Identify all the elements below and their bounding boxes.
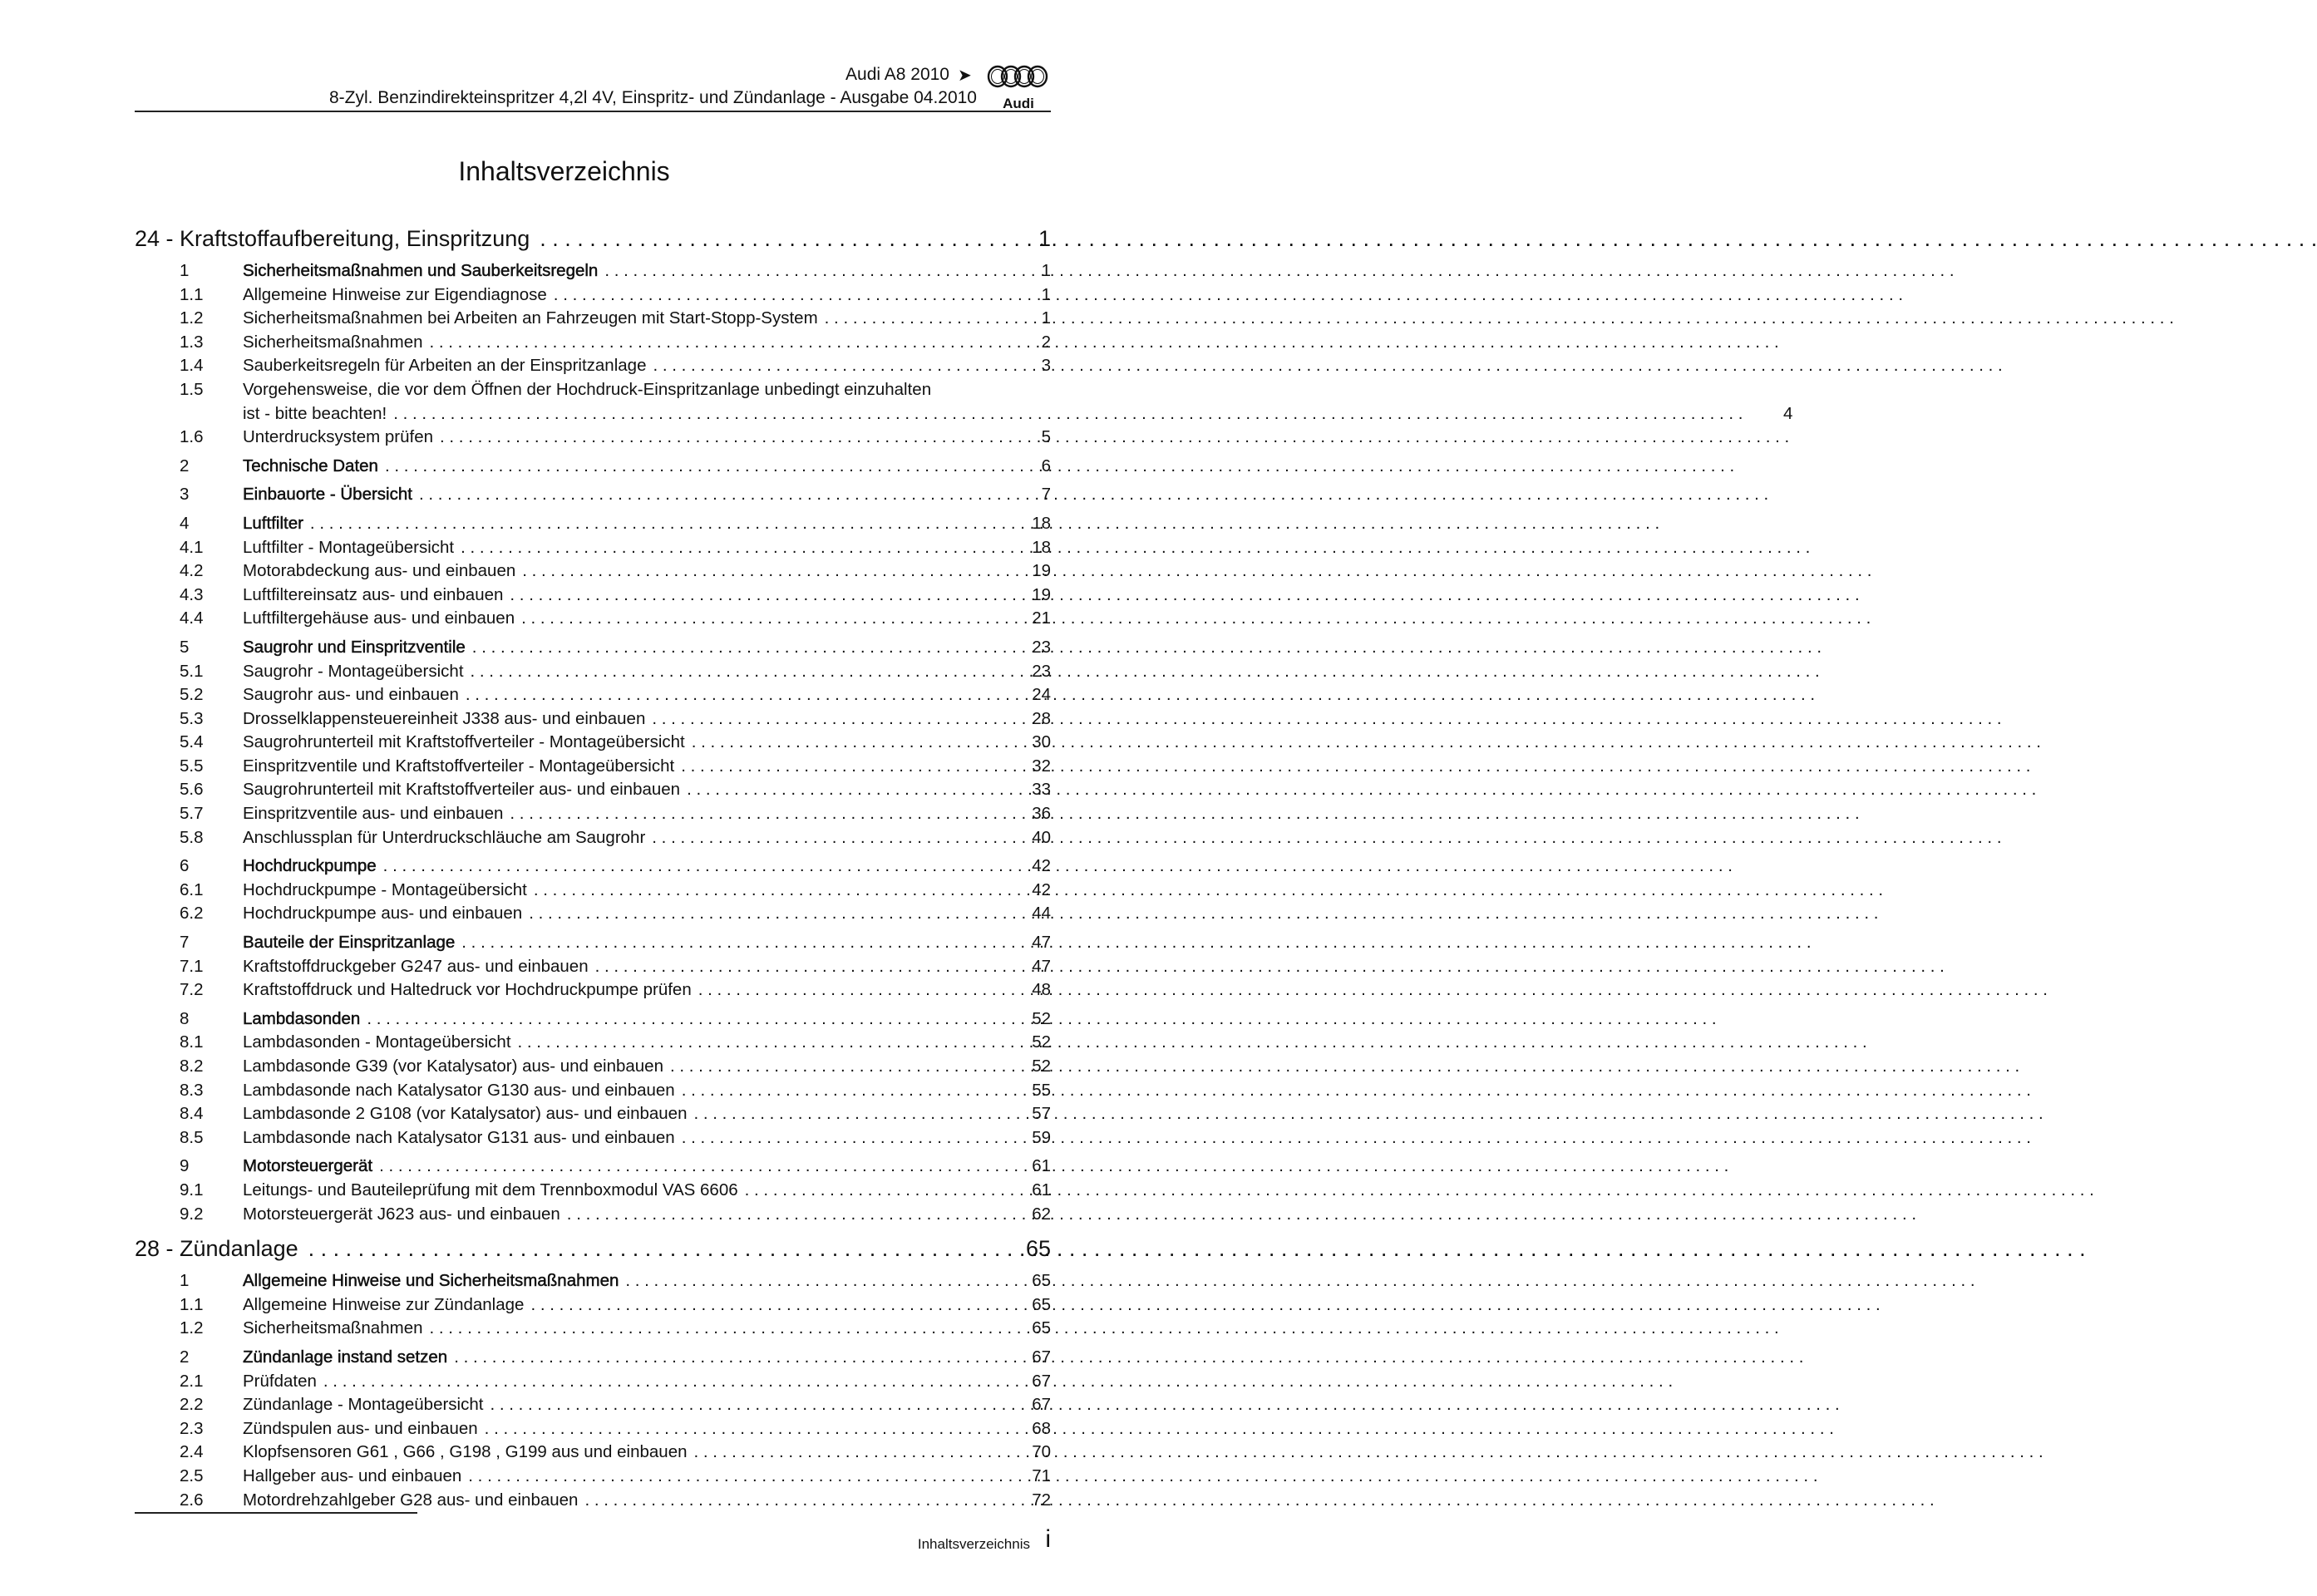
- toc-label: Lambdasonde G39 (vor Katalysator) aus- und einbauen: [243, 1057, 663, 1076]
- toc-page-number: 1: [1041, 261, 1051, 280]
- toc-leader-dots: [393, 402, 1743, 426]
- toc-entry[interactable]: [135, 955, 1051, 979]
- toc-page-number: 44: [1032, 904, 1051, 924]
- toc-label: Hochdruckpumpe: [243, 856, 377, 876]
- footer-divider: [135, 1512, 417, 1514]
- toc-entry[interactable]: [135, 607, 1051, 631]
- toc-label: Hochdruckpumpe aus- und einbauen: [243, 904, 523, 924]
- toc-number: 4.2: [180, 561, 204, 581]
- toc-page-number: 57: [1032, 1104, 1051, 1124]
- toc-label: Sauberkeitsregeln für Arbeiten an der Einspritzanlage: [243, 356, 647, 376]
- toc-leader-dots: [652, 707, 1001, 732]
- toc-label: Bauteile der Einspritzanlage: [243, 933, 456, 953]
- toc-page-number: 61: [1032, 1156, 1051, 1176]
- toc-label: Lambdasonden - Montageübersicht: [243, 1032, 511, 1052]
- toc-section[interactable]: [135, 1007, 1051, 1032]
- toc-page-number: 5: [1041, 427, 1051, 447]
- toc-number: 1.1: [180, 1294, 204, 1314]
- toc-page-number: 72: [1032, 1490, 1051, 1510]
- toc-number: 2.2: [180, 1395, 204, 1415]
- toc-leader-dots: [540, 223, 1001, 254]
- toc-label: Motordrehzahlgeber G28 aus- und einbauen: [243, 1490, 579, 1510]
- toc-label: Sicherheitsmaßnahmen: [243, 1318, 423, 1338]
- toc-leader-dots: [522, 559, 1001, 584]
- toc-leader-dots: [461, 931, 1001, 955]
- toc-leader-dots: [653, 354, 1001, 378]
- toc-label: Luftfiltereinsatz aus- und einbauen: [243, 584, 504, 604]
- toc-label: Lambdasonde nach Katalysator G130 aus- und einbauen: [243, 1080, 675, 1100]
- toc-entry[interactable]: [135, 378, 1793, 426]
- toc-page-number: 42: [1032, 856, 1051, 876]
- toc-page-number: 18: [1032, 513, 1051, 533]
- toc-entry[interactable]: [135, 1203, 1051, 1227]
- toc-entry[interactable]: [135, 1102, 1051, 1126]
- toc-label: Saugrohrunterteil mit Kraftstoffverteiler aus- und einbauen: [243, 780, 681, 800]
- toc-section[interactable]: [135, 1269, 1051, 1293]
- toc-page-number: 55: [1032, 1080, 1051, 1100]
- toc-number: 5.1: [180, 661, 204, 681]
- toc-leader-dots: [584, 1489, 1001, 1513]
- toc-label: Kraftstoffdruck und Haltedruck vor Hochdruckpumpe prüfen: [243, 980, 692, 1000]
- toc-label: Prüfdaten: [243, 1371, 317, 1391]
- toc-label: Allgemeine Hinweise zur Zündanlage: [243, 1294, 525, 1314]
- toc-label: Sicherheitsmaßnahmen bei Arbeiten an Fahrzeugen mit Start-Stopp-System: [243, 308, 818, 328]
- toc-page-number: 1: [1041, 308, 1051, 328]
- toc-leader-dots: [461, 536, 1001, 560]
- toc-label: Technische Daten: [243, 456, 378, 475]
- toc-label: Drosselklappensteuereinheit J338 aus- und einbauen: [243, 708, 646, 728]
- header-divider: [135, 111, 1051, 112]
- toc-entry[interactable]: [135, 1441, 1051, 1465]
- toc-label: Sicherheitsmaßnahmen und Sauberkeitsregeln: [243, 261, 599, 280]
- toc-number: 2.1: [180, 1371, 204, 1391]
- toc-page-number: 7: [1041, 485, 1051, 505]
- toc-label: Luftfilter: [243, 513, 303, 533]
- toc-leader-dots: [308, 1233, 1001, 1264]
- toc-label: Allgemeine Hinweise und Sicherheitsmaßnahmen: [243, 1271, 619, 1291]
- toc-label: Anschlussplan für Unterdruckschläuche am Saugrohr: [243, 827, 646, 847]
- toc-number: 1: [180, 261, 190, 280]
- toc-label: Motorsteuergerät J623 aus- und einbauen: [243, 1204, 560, 1224]
- toc-leader-dots: [682, 1126, 1001, 1150]
- toc-number: 1.4: [180, 356, 204, 376]
- toc-entry[interactable]: [135, 978, 1051, 1002]
- toc-page-number: 61: [1032, 1180, 1051, 1199]
- toc-page-number: 65: [1032, 1294, 1051, 1314]
- toc-leader-dots: [745, 1179, 1001, 1203]
- toc-entry[interactable]: [135, 584, 1051, 608]
- toc-entry[interactable]: [135, 1055, 1051, 1079]
- toc-number: 1.6: [180, 427, 204, 447]
- toc-label: Hallgeber aus- und einbauen: [243, 1465, 462, 1485]
- toc-leader-dots: [310, 512, 1001, 536]
- toc-leader-dots: [693, 1102, 1001, 1126]
- toc-leader-dots: [510, 802, 1001, 826]
- toc-leader-dots: [367, 1007, 1001, 1032]
- toc-label: Motorsteuergerät: [243, 1156, 373, 1176]
- toc-section[interactable]: [135, 259, 1051, 283]
- header-arrow-icon: ➤: [958, 66, 972, 85]
- toc-page-number: 36: [1032, 804, 1051, 824]
- toc-number: 2.5: [180, 1465, 204, 1485]
- toc-page-number: 65: [1032, 1318, 1051, 1338]
- toc-leader-dots: [430, 331, 1002, 355]
- toc-leader-dots: [385, 455, 1001, 479]
- toc-label: Einspritzventile und Kraftstoffverteiler - Montageübersicht: [243, 756, 675, 776]
- toc-chapter-title: 24 - Kraftstoffaufbereitung, Einspritzung: [135, 226, 530, 251]
- toc-number: 4.1: [180, 537, 204, 557]
- toc-entry[interactable]: [135, 354, 1051, 378]
- toc-entry[interactable]: [135, 778, 1051, 802]
- toc-section[interactable]: [135, 855, 1051, 879]
- toc-leader-dots: [485, 1417, 1001, 1441]
- toc-label: Kraftstoffdruckgeber G247 aus- und einbauen: [243, 956, 589, 976]
- toc-page-number: 4: [1783, 403, 1793, 423]
- toc-page-number: 52: [1032, 1032, 1051, 1052]
- toc-entry[interactable]: [135, 1031, 1051, 1055]
- toc-section[interactable]: [135, 1155, 1051, 1179]
- toc-label: Saugrohrunterteil mit Kraftstoffverteiler - Montageübersicht: [243, 732, 685, 752]
- toc-leader-dots: [530, 1293, 1001, 1318]
- toc-entry[interactable]: [135, 1417, 1051, 1441]
- toc-number: 4.4: [180, 608, 204, 628]
- toc-page-number: 1: [1041, 284, 1051, 304]
- toc-entry[interactable]: [135, 536, 1051, 560]
- toc-leader-dots: [490, 1393, 1001, 1417]
- toc-entry[interactable]: [135, 1489, 1051, 1513]
- toc-section[interactable]: [135, 483, 1051, 507]
- toc-page-number: 24: [1032, 685, 1051, 705]
- toc-page-number: 67: [1032, 1371, 1051, 1391]
- toc-page-number: 21: [1032, 608, 1051, 628]
- toc-number: 9.1: [180, 1180, 204, 1199]
- toc-number: 5: [180, 637, 190, 657]
- toc-number: 8.5: [180, 1127, 204, 1147]
- toc-number: 8.3: [180, 1080, 204, 1100]
- toc-entry[interactable]: [135, 660, 1051, 684]
- toc-number: 8.1: [180, 1032, 204, 1052]
- footer-page-number: i: [1045, 1525, 1051, 1553]
- toc-number: 5.5: [180, 756, 204, 776]
- toc-leader-dots: [518, 1031, 1001, 1055]
- toc-entry[interactable]: [135, 1079, 1051, 1103]
- toc-page-number: 68: [1032, 1418, 1051, 1438]
- toc-leader-dots: [825, 307, 1001, 331]
- toc-page-number: 33: [1032, 780, 1051, 800]
- toc-section[interactable]: [135, 1346, 1051, 1370]
- toc-entry[interactable]: [135, 802, 1051, 826]
- toc-page-number: 32: [1032, 756, 1051, 776]
- toc-label: Lambdasonden: [243, 1008, 361, 1028]
- toc-entry[interactable]: [135, 426, 1051, 450]
- toc-number: 1.1: [180, 284, 204, 304]
- toc-label: Vorgehensweise, die vor dem Öffnen der Hochdruck-Einspritzanlage unbedingt einzuhalten: [243, 379, 932, 399]
- toc-entry[interactable]: [135, 1317, 1051, 1341]
- toc-number: 2.3: [180, 1418, 204, 1438]
- toc-leader-dots: [595, 955, 1001, 979]
- toc-leader-dots: [687, 778, 1001, 802]
- toc-chapter-title: 28 - Zündanlage: [135, 1236, 298, 1262]
- toc-entry[interactable]: [135, 283, 1051, 308]
- toc-number: 5.2: [180, 685, 204, 705]
- toc-section[interactable]: [135, 636, 1051, 660]
- toc-page-number: 19: [1032, 584, 1051, 604]
- toc-entry[interactable]: [135, 826, 1051, 850]
- toc-entry[interactable]: [135, 331, 1051, 355]
- toc-number: 8.2: [180, 1057, 204, 1076]
- toc-leader-dots: [692, 731, 1001, 755]
- toc-leader-dots: [383, 855, 1001, 879]
- toc-label: Einspritzventile aus- und einbauen: [243, 804, 504, 824]
- toc-leader-dots: [534, 879, 1001, 903]
- toc-leader-dots: [466, 683, 1001, 707]
- audi-logo-icon: [986, 62, 1051, 111]
- toc-leader-dots: [670, 1055, 1001, 1079]
- toc-leader-dots: [694, 1441, 1001, 1465]
- toc-leader-dots: [472, 636, 1001, 660]
- toc-leader-dots: [681, 755, 1001, 779]
- toc-number: 1.2: [180, 1318, 204, 1338]
- toc-number: 1.5: [180, 379, 204, 399]
- toc-number: 3: [180, 485, 190, 505]
- toc-entry[interactable]: [135, 731, 1051, 755]
- toc-number: 1: [180, 1271, 190, 1291]
- toc-number: 5.7: [180, 804, 204, 824]
- toc-page-number: 2: [1041, 332, 1051, 352]
- toc-leader-dots: [604, 259, 1001, 283]
- toc-leader-dots: [468, 1465, 1001, 1489]
- toc-leader-dots: [521, 607, 1001, 631]
- toc-number: 9.2: [180, 1204, 204, 1224]
- toc-page-number: 48: [1032, 980, 1051, 1000]
- toc-number: 1.3: [180, 332, 204, 352]
- toc-leader-dots: [529, 902, 1001, 926]
- toc-number: 2.6: [180, 1490, 204, 1510]
- toc-page-number: 52: [1032, 1057, 1051, 1076]
- toc-label: Allgemeine Hinweise zur Eigendiagnose: [243, 284, 547, 304]
- toc-number: 1.2: [180, 308, 204, 328]
- toc-leader-dots: [379, 1155, 1001, 1179]
- toc-page-number: 62: [1032, 1204, 1051, 1224]
- toc-page-number: 59: [1032, 1127, 1051, 1147]
- toc-number: 5.8: [180, 827, 204, 847]
- toc-page-number: 65: [1025, 1236, 1051, 1262]
- toc-page-number: 23: [1032, 637, 1051, 657]
- toc-leader-dots: [682, 1079, 1001, 1103]
- toc-leader-dots: [430, 1317, 1002, 1341]
- brand-wordmark: Audi: [1003, 96, 1034, 111]
- toc-label: Luftfiltergehäuse aus- und einbauen: [243, 608, 515, 628]
- toc-label: Zündanlage instand setzen: [243, 1347, 448, 1367]
- toc-number: 2: [180, 456, 190, 475]
- toc-entry[interactable]: [135, 559, 1051, 584]
- toc-number: 4.3: [180, 584, 204, 604]
- toc-entry[interactable]: [135, 1179, 1051, 1203]
- toc-page-number: 3: [1041, 356, 1051, 376]
- toc-page-number: 1: [1038, 226, 1051, 251]
- toc-entry[interactable]: [135, 1393, 1051, 1417]
- toc-page-number: 6: [1041, 456, 1051, 475]
- toc-entry[interactable]: [135, 307, 1051, 331]
- toc-leader-dots: [698, 978, 1001, 1002]
- toc-label: Zündanlage - Montageübersicht: [243, 1395, 484, 1415]
- page-title: Inhaltsverzeichnis: [458, 156, 670, 186]
- toc-number: 2: [180, 1347, 190, 1367]
- toc-page-number: 70: [1032, 1442, 1051, 1462]
- toc-number: 9: [180, 1156, 190, 1176]
- toc-chapter[interactable]: [135, 1233, 1051, 1264]
- toc-leader-dots: [510, 584, 1001, 608]
- toc-label-continued: ist - bitte beachten!: [243, 403, 387, 423]
- toc-entry[interactable]: [135, 1293, 1051, 1318]
- toc-number: 5.3: [180, 708, 204, 728]
- toc-number: 7.2: [180, 980, 204, 1000]
- toc-page-number: 67: [1032, 1347, 1051, 1367]
- header-subtitle: 8-Zyl. Benzindirekteinspritzer 4,2l 4V, Einspritz- und Zündanlage - Ausgabe 04.2010: [328, 88, 977, 107]
- toc-page-number: 18: [1032, 537, 1051, 557]
- toc-section[interactable]: [135, 931, 1051, 955]
- toc-entry[interactable]: [135, 707, 1051, 732]
- toc-number: 8.4: [180, 1104, 204, 1124]
- toc-page-number: 65: [1032, 1271, 1051, 1291]
- toc-entry[interactable]: [135, 683, 1051, 707]
- toc-leader-dots: [419, 483, 1001, 507]
- toc-entry[interactable]: [135, 1126, 1051, 1150]
- toc-leader-dots: [554, 283, 1001, 308]
- toc-leader-dots: [625, 1269, 1001, 1293]
- toc-label: Saugrohr aus- und einbauen: [243, 685, 459, 705]
- header-model: Audi A8 2010: [845, 65, 949, 84]
- toc-label: Motorabdeckung aus- und einbauen: [243, 561, 516, 581]
- toc-leader-dots: [567, 1203, 1001, 1227]
- toc-entry[interactable]: [135, 879, 1051, 903]
- toc-label: Lambdasonde 2 G108 (vor Katalysator) aus- und einbauen: [243, 1104, 688, 1124]
- toc-number: 7: [180, 933, 190, 953]
- toc-page-number: 30: [1032, 732, 1051, 752]
- toc-number: 6.2: [180, 904, 204, 924]
- toc-leader-dots: [440, 426, 1001, 450]
- toc-entry[interactable]: [135, 1370, 1051, 1394]
- toc-label: Hochdruckpumpe - Montageübersicht: [243, 879, 527, 899]
- toc-page-number: 71: [1032, 1465, 1051, 1485]
- toc-leader-dots: [454, 1346, 1001, 1370]
- toc-label: Einbauorte - Übersicht: [243, 485, 412, 505]
- toc-number: 6.1: [180, 879, 204, 899]
- toc-entry[interactable]: [135, 755, 1051, 779]
- toc-chapter[interactable]: [135, 223, 1051, 254]
- toc-number: 5.6: [180, 780, 204, 800]
- toc-page-number: 47: [1032, 956, 1051, 976]
- toc-entry[interactable]: [135, 1465, 1051, 1489]
- toc-label: Saugrohr und Einspritzventile: [243, 637, 466, 657]
- toc-label: Leitungs- und Bauteileprüfung mit dem Trennboxmodul VAS 6606: [243, 1180, 738, 1199]
- toc-page-number: 67: [1032, 1395, 1051, 1415]
- table-of-contents: [135, 216, 1793, 1512]
- toc-page-number: 42: [1032, 879, 1051, 899]
- toc-page-number: 40: [1032, 827, 1051, 847]
- toc-number: 7.1: [180, 956, 204, 976]
- toc-label: Luftfilter - Montageübersicht: [243, 537, 455, 557]
- toc-entry[interactable]: [135, 902, 1051, 926]
- toc-number: 8: [180, 1008, 190, 1028]
- toc-section[interactable]: [135, 455, 1051, 479]
- toc-label: Sicherheitsmaßnahmen: [243, 332, 423, 352]
- toc-label: Lambdasonde nach Katalysator G131 aus- und einbauen: [243, 1127, 675, 1147]
- toc-number: 4: [180, 513, 190, 533]
- toc-number: 2.4: [180, 1442, 204, 1462]
- toc-page-number: 28: [1032, 708, 1051, 728]
- toc-number: 6: [180, 856, 190, 876]
- toc-label: Saugrohr - Montageübersicht: [243, 661, 464, 681]
- toc-leader-dots: [652, 826, 1001, 850]
- toc-label: Klopfsensoren G61 , G66 , G198 , G199 aus und einbauen: [243, 1442, 688, 1462]
- toc-page-number: 52: [1032, 1008, 1051, 1028]
- toc-page-number: 19: [1032, 561, 1051, 581]
- toc-number: 5.4: [180, 732, 204, 752]
- toc-label: Unterdrucksystem prüfen: [243, 427, 434, 447]
- toc-leader-dots: [323, 1370, 1001, 1394]
- footer-label: Inhaltsverzeichnis: [917, 1536, 1030, 1552]
- toc-leader-dots: [471, 660, 1001, 684]
- toc-page-number: 47: [1032, 933, 1051, 953]
- toc-label: Zündspulen aus- und einbauen: [243, 1418, 478, 1438]
- toc-page-number: 23: [1032, 661, 1051, 681]
- toc-section[interactable]: [135, 512, 1051, 536]
